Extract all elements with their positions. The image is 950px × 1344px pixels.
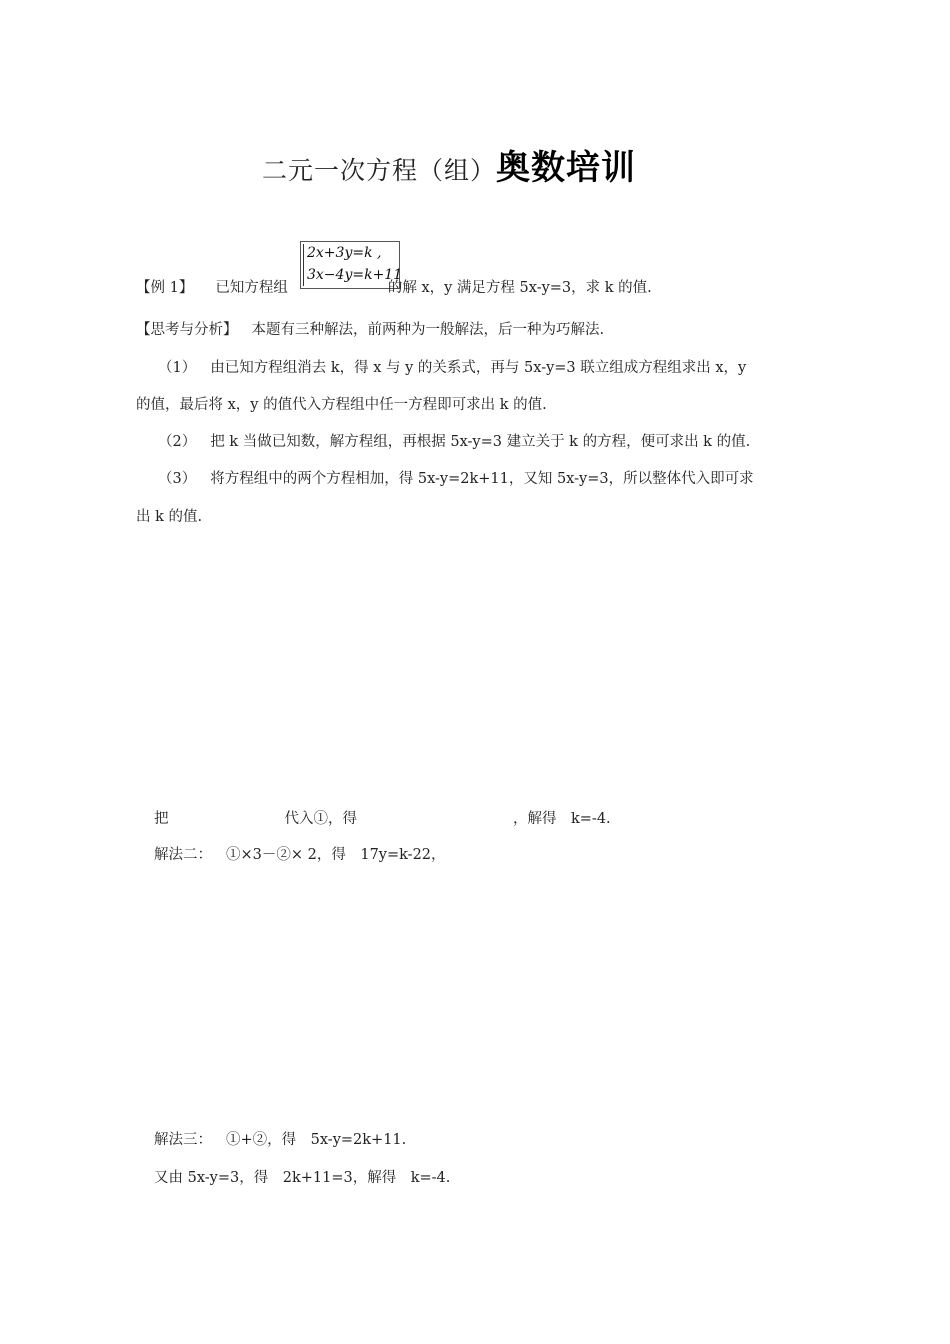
analysis-p1-line1 <box>158 356 746 377</box>
p2-text: 把 k 当做已知数，解方程组，再根据 5x-y=3 建立关于 k 的方程，便可求出 k 的值. <box>210 434 751 450</box>
s3-label: 解法三： <box>154 1132 212 1148</box>
s2-label: 解法二： <box>154 847 212 863</box>
p2-label: （2） <box>158 434 197 450</box>
example-tag: 【例 1】 <box>136 280 194 296</box>
analysis-intro: 本题有三种解法，前两种为一般解法，后一种为巧解法. <box>251 322 605 338</box>
s1-part-a: 把 <box>154 811 169 827</box>
equation-1: 2x+3y=k , <box>307 245 382 261</box>
p3-text: 将方程组中的两个方程相加，得 5x-y=2k+11，又知 5x-y=3，所以整体代入即可求 <box>210 471 754 487</box>
s1-part-b: 代入①，得 <box>284 811 357 827</box>
solution1-substitute-line <box>154 807 611 828</box>
example-prefix: 已知方程组 <box>215 280 288 296</box>
solution2-line <box>154 843 446 864</box>
example-1-line <box>136 276 652 297</box>
page-title <box>262 140 636 189</box>
analysis-p3-line2: 出 k 的值. <box>136 509 203 525</box>
analysis-tag: 【思考与分析】 <box>136 322 238 338</box>
equation-2: 3x−4y=k+11 <box>307 267 403 283</box>
s1-part-c: ，解得 k=-4. <box>513 811 611 827</box>
analysis-p3-line1 <box>158 467 754 488</box>
analysis-p2-line1 <box>158 430 750 451</box>
title-regular: 二元一次方程（组） <box>262 156 497 185</box>
s3-text: ①+②，得 5x-y=2k+11. <box>226 1132 407 1148</box>
solution3-line <box>154 1128 406 1149</box>
example-suffix: 的解 x，y 满足方程 5x-y=3，求 k 的值. <box>387 280 652 296</box>
title-bold: 奥数培训 <box>496 148 637 188</box>
p1-text: 由已知方程组消去 k，得 x 与 y 的关系式，再与 5x-y=3 联立组成方程组求出 x，y <box>210 360 747 376</box>
analysis-intro-line <box>136 318 604 339</box>
s2-text: ①×3－②× 2，得 17y=k-22， <box>226 847 446 863</box>
p1-label: （1） <box>158 360 197 376</box>
solution3-line2: 又由 5x-y=3，得 2k+11=3，解得 k=-4. <box>154 1170 451 1186</box>
analysis-p1-line2: 的值，最后将 x，y 的值代入方程组中任一方程即可求出 k 的值. <box>136 397 547 413</box>
p3-label: （3） <box>158 471 197 487</box>
